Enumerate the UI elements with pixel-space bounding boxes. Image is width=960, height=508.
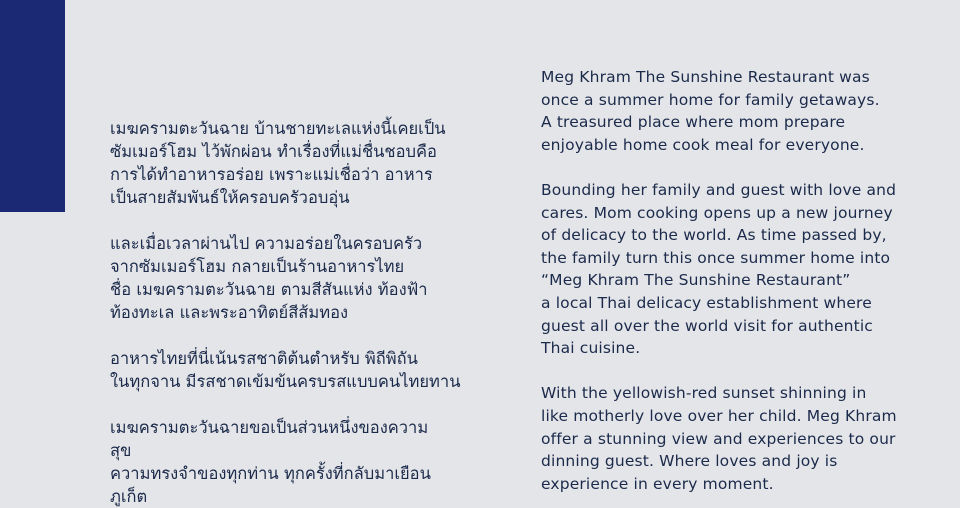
thai-text-column: [110, 117, 510, 508]
english-paragraph-1: Meg Khram The Sunshine Restaurant was once a summer home for family getaways. A treasured place where mom prepare enjoyable home cook meal for everyone.: [541, 68, 880, 154]
thai-paragraph-3: อาหารไทยที่นี่เน้นรสชาติต้นตำหรับ พิถีพิถัน ในทุกจาน มีรสชาดเข้มข้นครบรสแบบคนไทยทาน: [110, 349, 461, 391]
english-paragraph-3: With the yellowish-red sunset shinning in like motherly love over her child. Meg Khram offer a stunning view and experiences to our dinning guest. Where loves and joy is experience in every moment.: [541, 384, 897, 493]
english-paragraph-2: Bounding her family and guest with love and cares. Mom cooking opens up a new journey of delicacy to the world. As time passed by, the family turn this once summer home into “Meg Khram The Sunshine Restaurant” a local Thai delicacy establishment where guest all over the world visit for authentic Thai cuisine.: [541, 180, 897, 358]
english-text-column: [541, 66, 953, 495]
accent-bar: [0, 0, 65, 212]
thai-paragraph-2: และเมื่อเวลาผ่านไป ความอร่อยในครอบครัว จากซัมเมอร์โฮม กลายเป็นร้านอาหารไทย ชื่อ เมฆครามตะวันฉาย ตามสีสันแห่ง ท้องฟ้า ท้องทะเล และพระอาทิตย์สีส้มทอง: [110, 234, 428, 322]
thai-paragraph-1: เมฆครามตะวันฉาย บ้านชายทะเลแห่งนี้เคยเป็น ซัมเมอร์โฮม ไว้พักผ่อน ทำเรื่องที่แม่ชื่นชอบคือ การได้ทำอาหารอร่อย เพราะแม่เชื่อว่า อาหาร เป็นสายสัมพันธ์ให้ครอบครัวอบอุ่น: [110, 119, 446, 207]
thai-paragraph-4: เมฆครามตะวันฉายขอเป็นส่วนหนึ่งของความ สุข ความทรงจำของทุกท่าน ทุกครั้งที่กลับมาเยือน ภูเก็ต: [110, 418, 431, 506]
